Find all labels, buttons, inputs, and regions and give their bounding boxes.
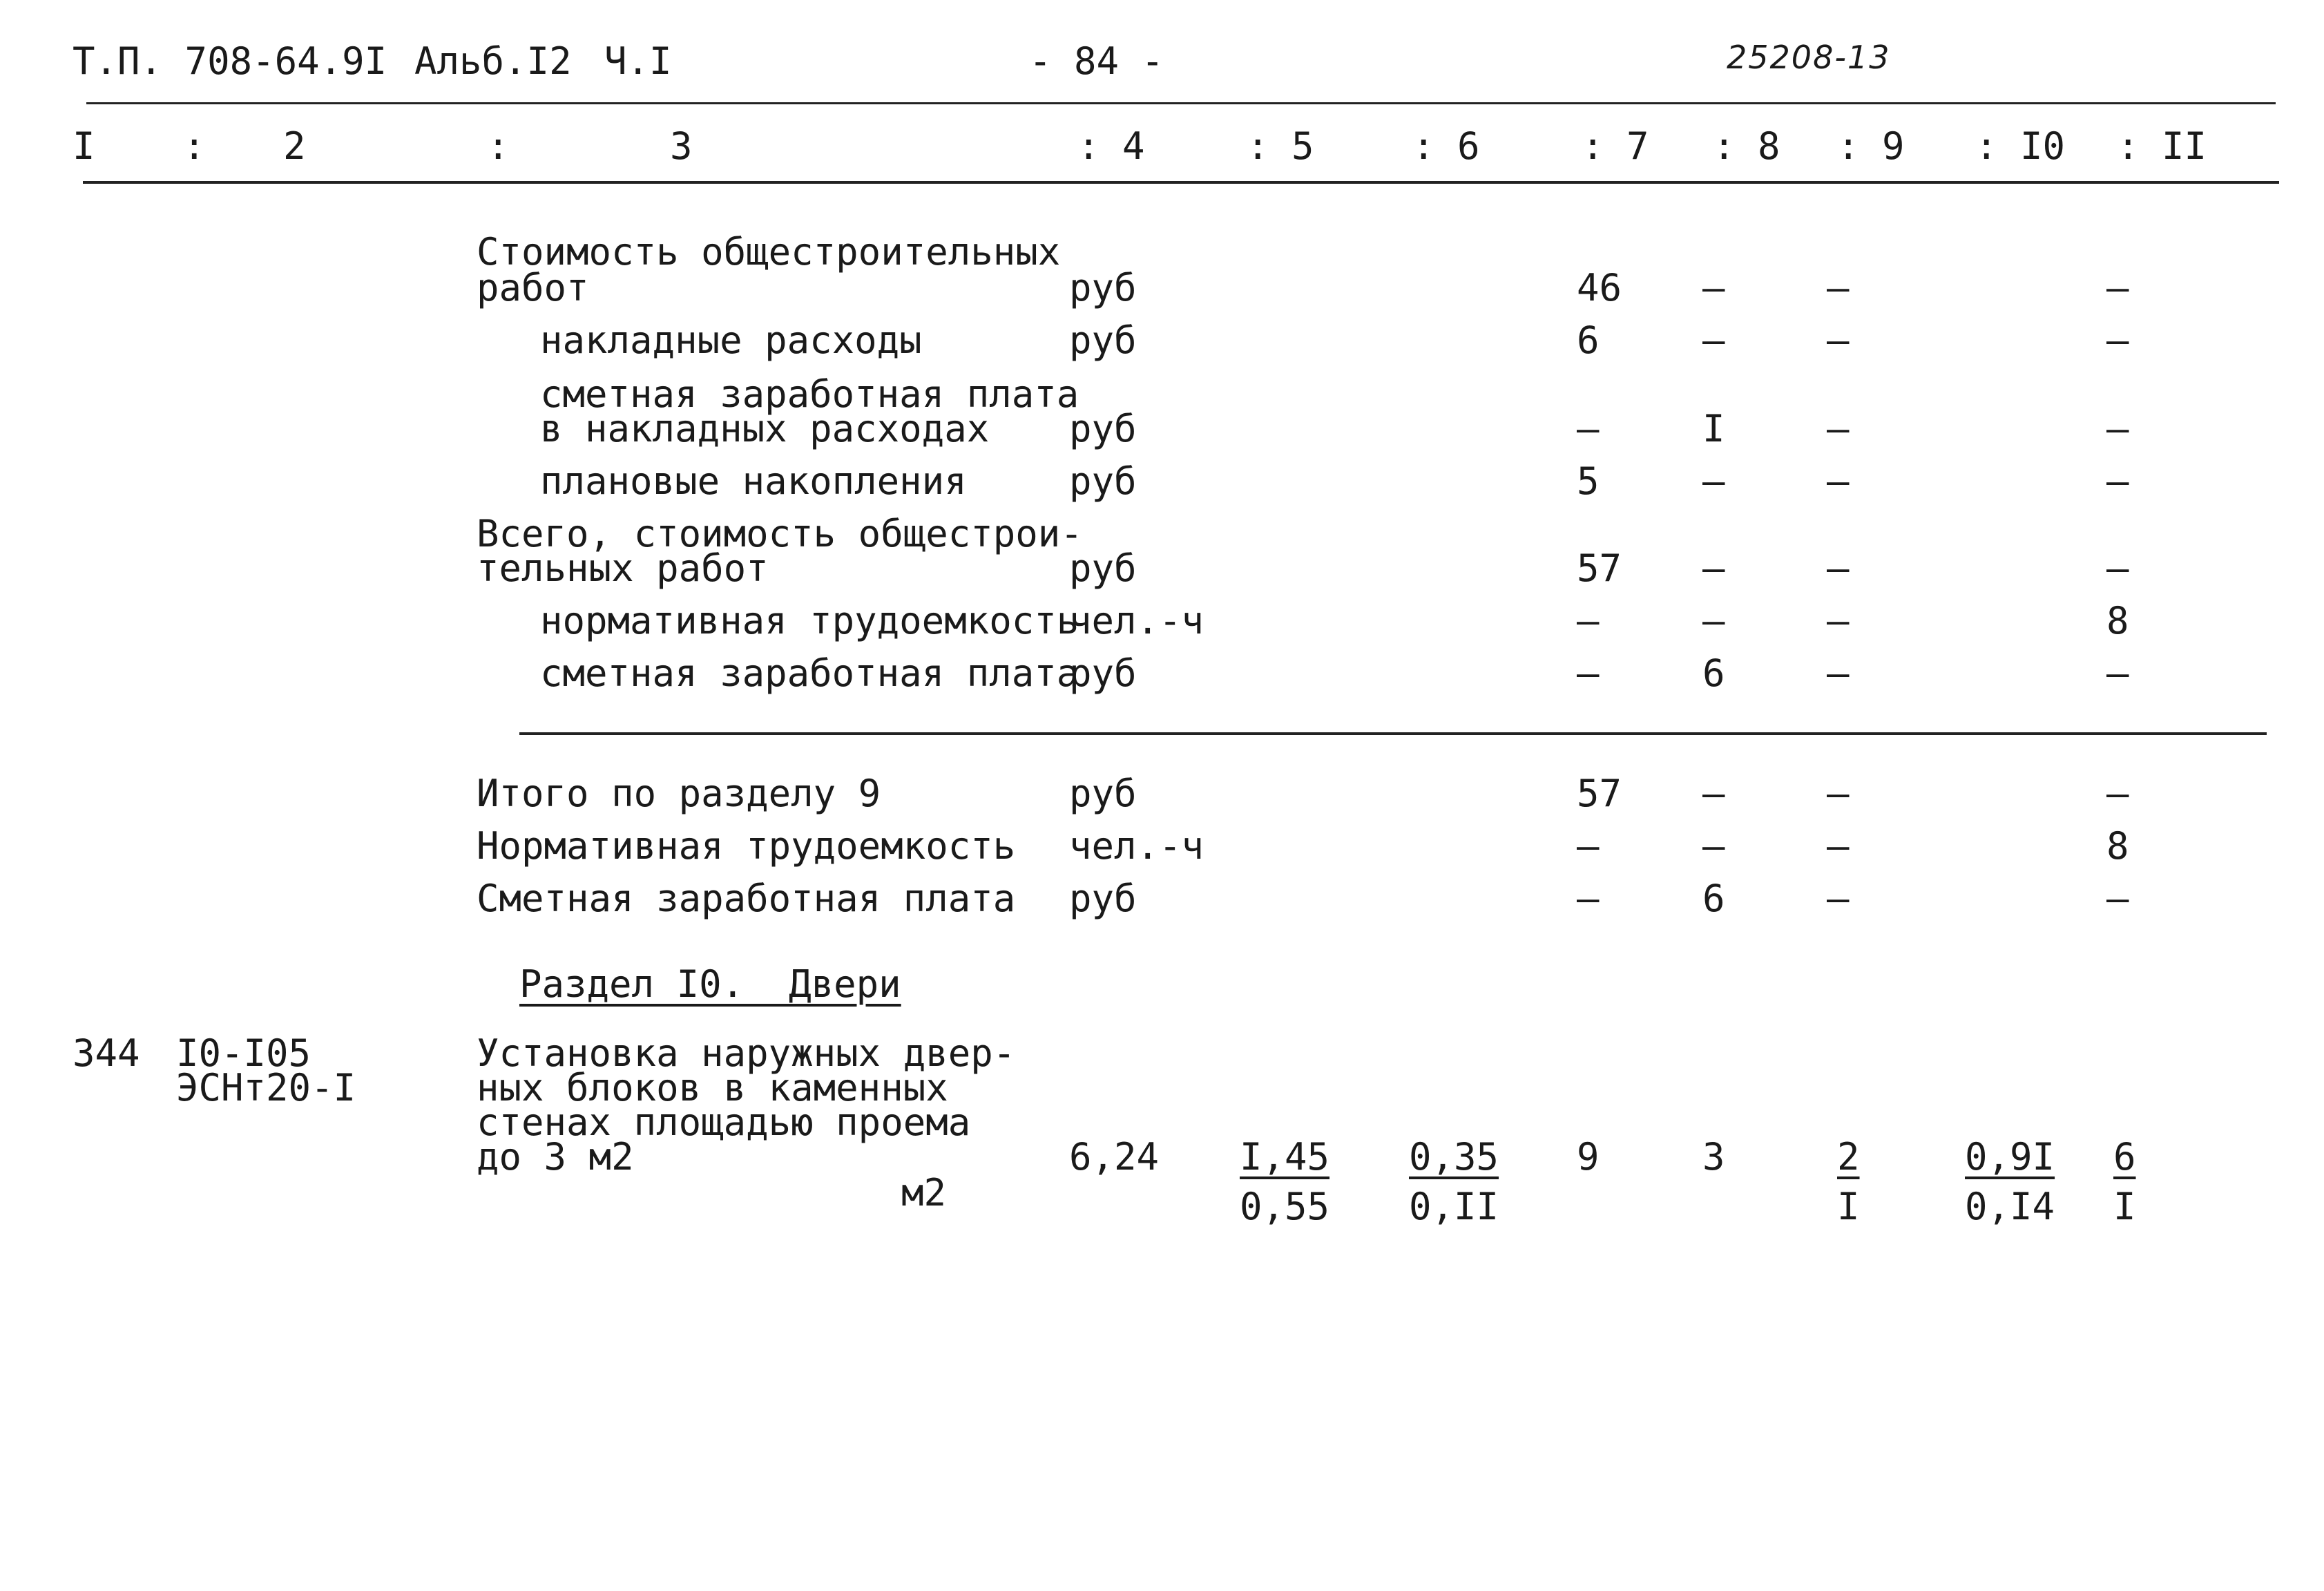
header-rule-bottom [83, 181, 2279, 184]
cell-col9: – [1827, 318, 1850, 362]
cell-col11: – [2106, 772, 2129, 815]
col-sep: : [487, 124, 510, 168]
cell-col9: – [1827, 824, 1850, 868]
cell-col8: – [1702, 546, 1725, 590]
cell-col9-bottom: I [1837, 1185, 1860, 1228]
col-header-8: : 8 [1713, 124, 1780, 168]
row-unit: руб [1069, 877, 1137, 920]
cell-col11: 8 [2106, 599, 2129, 642]
row-unit: руб [1069, 266, 1137, 309]
cell-col9-top: 2 [1837, 1135, 1860, 1179]
row-desc: сметная заработная плата [540, 651, 1079, 695]
cell-col11: – [2106, 651, 2129, 695]
cell-col9: – [1827, 546, 1850, 590]
cell-col7: – [1577, 651, 1600, 695]
cell-col9: – [1827, 599, 1850, 642]
row-desc: работ [477, 266, 589, 309]
row-desc: Итого по разделу 9 [477, 772, 881, 815]
subtotal-rule [519, 732, 2267, 735]
cell-col8: – [1702, 318, 1725, 362]
row-desc: Всего, стоимость общестрои- [477, 512, 1083, 555]
cell-col6-bottom: 0,II [1409, 1185, 1499, 1228]
row-unit: руб [1069, 546, 1137, 590]
row-unit: руб [1069, 651, 1137, 695]
row-desc: Нормативная трудоемкость [477, 824, 1016, 868]
item-code: ЭСНт20-I [176, 1066, 356, 1109]
cell-col11: – [2106, 407, 2129, 450]
cell-col9: – [1827, 266, 1850, 309]
cell-col7: 6 [1577, 318, 1600, 362]
col-header-2: 2 [283, 124, 306, 168]
cell-col9: – [1827, 407, 1850, 450]
col-header-9: : 9 [1837, 124, 1905, 168]
row-desc: накладные расходы [540, 318, 922, 362]
cell-col5-bottom: 0,55 [1240, 1185, 1330, 1228]
cell-col11: – [2106, 266, 2129, 309]
cell-col8: 6 [1702, 877, 1725, 920]
row-unit: чел.-ч [1069, 824, 1204, 868]
item-desc: ных блоков в каменных [477, 1066, 948, 1109]
row-desc: нормативная трудоемкость [540, 599, 1079, 642]
cell-col4: 6,24 [1069, 1135, 1160, 1179]
part-label: Ч.I [604, 39, 672, 83]
col-header-5: : 5 [1247, 124, 1314, 168]
cell-col10-top: 0,9I [1965, 1135, 2055, 1179]
cell-col5-top: I,45 [1240, 1135, 1330, 1179]
cell-col8: – [1702, 599, 1725, 642]
page-number: - 84 - [1029, 39, 1164, 83]
album-label: Альб.I2 [414, 39, 572, 83]
cell-col10-bottom: 0,I4 [1965, 1185, 2055, 1228]
cell-col7: 57 [1577, 772, 1622, 815]
cell-col7: 5 [1577, 459, 1600, 503]
cell-col9: – [1827, 459, 1850, 503]
col-header-10: : I0 [1975, 124, 2066, 168]
cell-col6-top: 0,35 [1409, 1135, 1499, 1179]
row-desc: сметная заработная плата [540, 372, 1079, 416]
col-sep: : [183, 124, 206, 168]
cell-col9: – [1827, 772, 1850, 815]
cell-col8: 6 [1702, 651, 1725, 695]
row-desc: плановые накопления [540, 459, 967, 503]
row-desc: Стоимость общестроительных [477, 230, 1061, 274]
item-code: I0-I05 [176, 1031, 311, 1075]
row-unit: руб [1069, 318, 1137, 362]
row-desc: Сметная заработная плата [477, 877, 1016, 920]
cell-col8: I [1702, 407, 1725, 450]
cell-col11-top: 6 [2113, 1135, 2136, 1179]
item-number: 344 [73, 1031, 140, 1075]
row-desc: в накладных расходах [540, 407, 990, 450]
col-header-11: : II [2117, 124, 2207, 168]
col-header-3: 3 [670, 124, 693, 168]
cell-col8: 3 [1702, 1135, 1725, 1179]
cell-col7: – [1577, 407, 1600, 450]
cell-col11: – [2106, 459, 2129, 503]
item-desc: до 3 м2 [477, 1135, 634, 1179]
doc-ref: Т.П. 708-64.9I [73, 39, 387, 83]
cell-col9: – [1827, 877, 1850, 920]
row-unit: руб [1069, 459, 1137, 503]
handwritten-stamp: 25208-13 [1727, 39, 1891, 76]
row-unit: руб [1069, 407, 1137, 450]
cell-col11: – [2106, 546, 2129, 590]
section-title: Раздел I0. Двери [519, 962, 901, 1006]
cell-col7: 46 [1577, 266, 1622, 309]
cell-col11: – [2106, 877, 2129, 920]
cell-col11: 8 [2106, 824, 2129, 868]
col-header-1: I [73, 124, 95, 168]
item-desc: Установка наружных двер- [477, 1031, 1016, 1075]
item-unit: м2 [901, 1171, 947, 1214]
cell-col8: – [1702, 266, 1725, 309]
cell-col11-bottom: I [2113, 1185, 2136, 1228]
cell-col7: 9 [1577, 1135, 1600, 1179]
cell-col7: 57 [1577, 546, 1622, 590]
cell-col11: – [2106, 318, 2129, 362]
col-header-6: : 6 [1412, 124, 1480, 168]
row-unit: чел.-ч [1069, 599, 1204, 642]
row-desc: тельных работ [477, 546, 769, 590]
cell-col7: – [1577, 877, 1600, 920]
col-header-7: : 7 [1582, 124, 1649, 168]
cell-col8: – [1702, 824, 1725, 868]
cell-col7: – [1577, 824, 1600, 868]
row-unit: руб [1069, 772, 1137, 815]
cell-col7: – [1577, 599, 1600, 642]
cell-col8: – [1702, 459, 1725, 503]
col-header-4: : 4 [1077, 124, 1145, 168]
item-desc: стенах площадью проема [477, 1101, 971, 1144]
cell-col9: – [1827, 651, 1850, 695]
cell-col8: – [1702, 772, 1725, 815]
header-rule-top [86, 102, 2276, 104]
